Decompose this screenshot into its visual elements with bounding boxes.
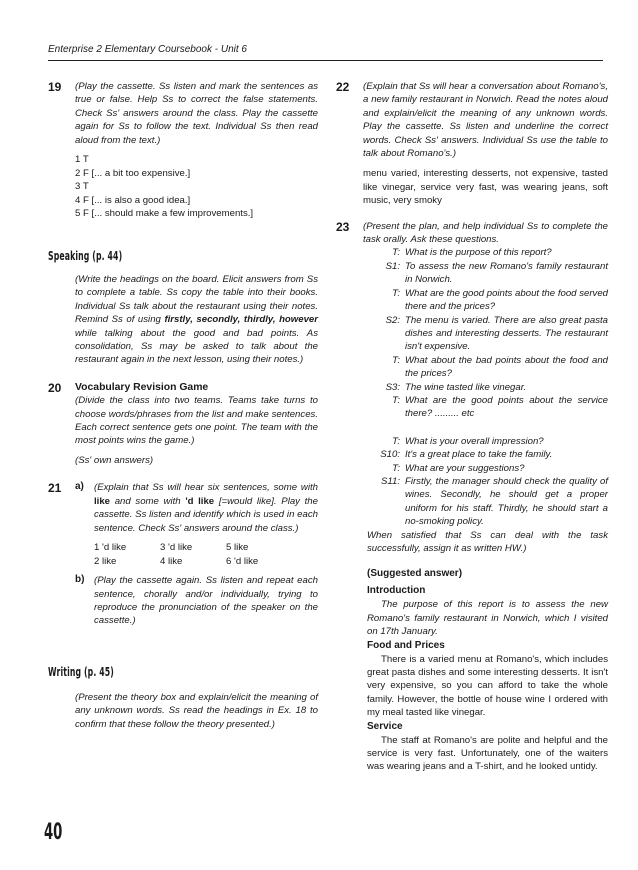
line: What is your overall impression? — [405, 435, 544, 447]
line: The menu is varied. There are also great pasta dishes and interesting desserts. The restaurant isn't expensive. — [405, 314, 608, 353]
food-paragraph: There is a varied menu at Romano's, which includes great pasta dishes and some interesting desserts. It isn't very expensive, so you can afford to take the whole family. However, the bottle of house wine I ordered with my meal tasted like vinegar. — [367, 653, 608, 719]
exercise-answer: menu varied, interesting desserts, not expensive, tasted like vinegar, service very fast, was wearing jeans, soft music, very smoky — [363, 168, 608, 207]
line: What about the bad points about the food and the prices? — [405, 354, 608, 380]
line: The wine tasted like vinegar. — [405, 381, 527, 393]
speaker: S2: — [385, 314, 400, 326]
exercise-number: 22 — [336, 80, 350, 94]
keyword-like: like — [94, 495, 111, 507]
part-a-instructions — [94, 481, 318, 535]
header-rule — [48, 60, 603, 61]
intro-paragraph: The purpose of this report is to assess the new Romano's family restaurant in Norwich, which I visited on 17th January. — [367, 599, 608, 638]
line: What are your suggestions? — [405, 462, 525, 474]
answer-cell: 2 like — [94, 555, 117, 567]
speaker: S1: — [385, 260, 400, 272]
exercise-23 — [336, 220, 608, 556]
speaker: S11: — [380, 475, 400, 487]
speaker: S10: — [380, 449, 400, 461]
speaker: T: — [392, 247, 400, 259]
service-heading: Service — [367, 720, 403, 732]
exercise-22 — [336, 80, 608, 208]
speaker: T: — [392, 435, 400, 447]
closing-instruction: When satisfied that Ss can deal with the task successfully, assign it as written HW.) — [367, 529, 608, 554]
exercise-number: 23 — [336, 219, 350, 234]
right-column — [336, 80, 608, 774]
text: and some with — [110, 495, 186, 507]
answer-cell: 6 'd like — [226, 555, 259, 567]
part-b-label: b) — [75, 574, 85, 586]
answer-cell: 5 like — [226, 541, 249, 553]
text: (Explain that Ss will hear six sentences, some with — [94, 482, 318, 494]
exercise-number: 21 — [48, 481, 62, 496]
suggested-answer — [367, 555, 608, 773]
exercise-title: Vocabulary Revision Game — [75, 381, 209, 393]
writing-instructions: (Present the theory box and explain/elicit the meaning of any unknown words. Ss read the headings in Ex. 18 to confirm that these follow the theory presented.) — [75, 691, 318, 730]
exercise-19 — [48, 80, 318, 221]
speaking-instructions — [75, 273, 318, 367]
writing-heading: Writing (p. 45) — [48, 663, 114, 679]
exercise-21 — [48, 481, 318, 627]
dialogue — [360, 246, 608, 420]
answer-line: 4 F [... is also a good idea.] — [75, 194, 191, 206]
speaking-bold-words: firstly, secondly, thirdly, however — [164, 314, 318, 326]
speaker: T: — [392, 354, 400, 366]
intro-heading: Introduction — [367, 585, 426, 597]
answer-cell: 1 'd like — [94, 541, 127, 553]
line: It's a great place to take the family. — [405, 449, 553, 461]
line: What are the good points about the food served there and the prices? — [405, 287, 608, 313]
page-number: 40 — [44, 820, 63, 845]
exercise-instructions: (Present the plan, and help individual Ss to complete the task orally. Ask these questions. — [363, 220, 608, 246]
exercise-number: 19 — [48, 80, 62, 94]
answer-line: 5 F [... should make a few improvements.] — [75, 208, 254, 220]
running-header: Enterprise 2 Elementary Coursebook - Unit 6 — [48, 44, 247, 55]
speaker: T: — [392, 462, 400, 474]
text: [=would like]. Play the cassette. Ss listen and identify which is used in each sentence. Check Ss' answers around the class.) — [94, 495, 318, 534]
answer-cell: 3 'd like — [160, 541, 193, 553]
answer-line: 2 F [... a bit too expensive.] — [75, 167, 191, 179]
speaking-heading: Speaking (p. 44) — [48, 248, 123, 263]
keyword-d-like: 'd like — [185, 495, 215, 507]
line: Firstly, the manager should check the quality of wines. Secondly, he should get a proper uniform for his staff. Thirdly, he should start a no-smoking policy. — [405, 475, 608, 528]
part-b-instructions: (Play the cassette again. Ss listen and repeat each sentence, chorally and/or individually, trying to reproduce the pronunciation of the speaker on the cassette.) — [94, 575, 318, 627]
suggested-heading: (Suggested answer) — [367, 568, 463, 580]
dialogue-continued — [360, 435, 608, 529]
exercise-instructions: (Divide the class into two teams. Teams take turns to choose words/phrases from the list and make sentences. Each correct sentence gets one point. The team with the most points wins the game.) — [75, 395, 318, 447]
left-column — [48, 80, 318, 731]
exercise-answer: (Ss' own answers) — [75, 454, 154, 466]
answer-cell: 4 like — [160, 555, 183, 567]
line: What is the purpose of this report? — [405, 247, 552, 259]
speaker: T: — [392, 394, 400, 406]
exercise-number: 20 — [48, 380, 62, 395]
speaker: T: — [392, 287, 400, 299]
line: What are the good points about the service there? ......... etc — [405, 394, 608, 420]
answer-line: 3 T — [75, 181, 89, 193]
part-a-label: a) — [75, 481, 84, 493]
speaker: S3: — [385, 381, 400, 393]
speaking-text: (Write the headings on the board. Elicit answers from Ss to complete a table. Ss copy the table into their books. Individual Ss talk about the restaurant using their notes. Remind Ss of using — [75, 274, 318, 326]
exercise-instructions: (Play the cassette. Ss listen and mark the sentences as true or false. Help Ss to correct the false statements. Check Ss' answers around the class. Play the cassette again for Ss to follow the text. Individual Ss then read aloud from the text.) — [75, 81, 318, 146]
answer-line: 1 T — [75, 154, 89, 166]
answer-grid — [94, 541, 318, 568]
service-paragraph: The staff at Romano's are polite and helpful and the service is very fast. Unfortunately, one of the waiters was wearing jeans and a T-shirt, and he looked untidy. — [367, 734, 608, 773]
speaking-text: while talking about the good and bad points. As consolidation, Ss may be asked to talk about the restaurant again in the next lesson, using their notes.) — [75, 327, 318, 366]
line: To assess the new Romano's family restaurant in Norwich. — [405, 260, 608, 286]
exercise-instructions: (Explain that Ss will hear a conversation about Romano's, a new family restaurant in Norwich. Read the notes aloud and explain/elicit the meaning of any unknown words. Play the cassette. Ss listen and underline the correct words. Check Ss' answers. Individual Ss use the table to talk about Romano's.) — [363, 81, 609, 160]
food-heading: Food and Prices — [367, 639, 445, 651]
exercise-20 — [48, 381, 318, 467]
